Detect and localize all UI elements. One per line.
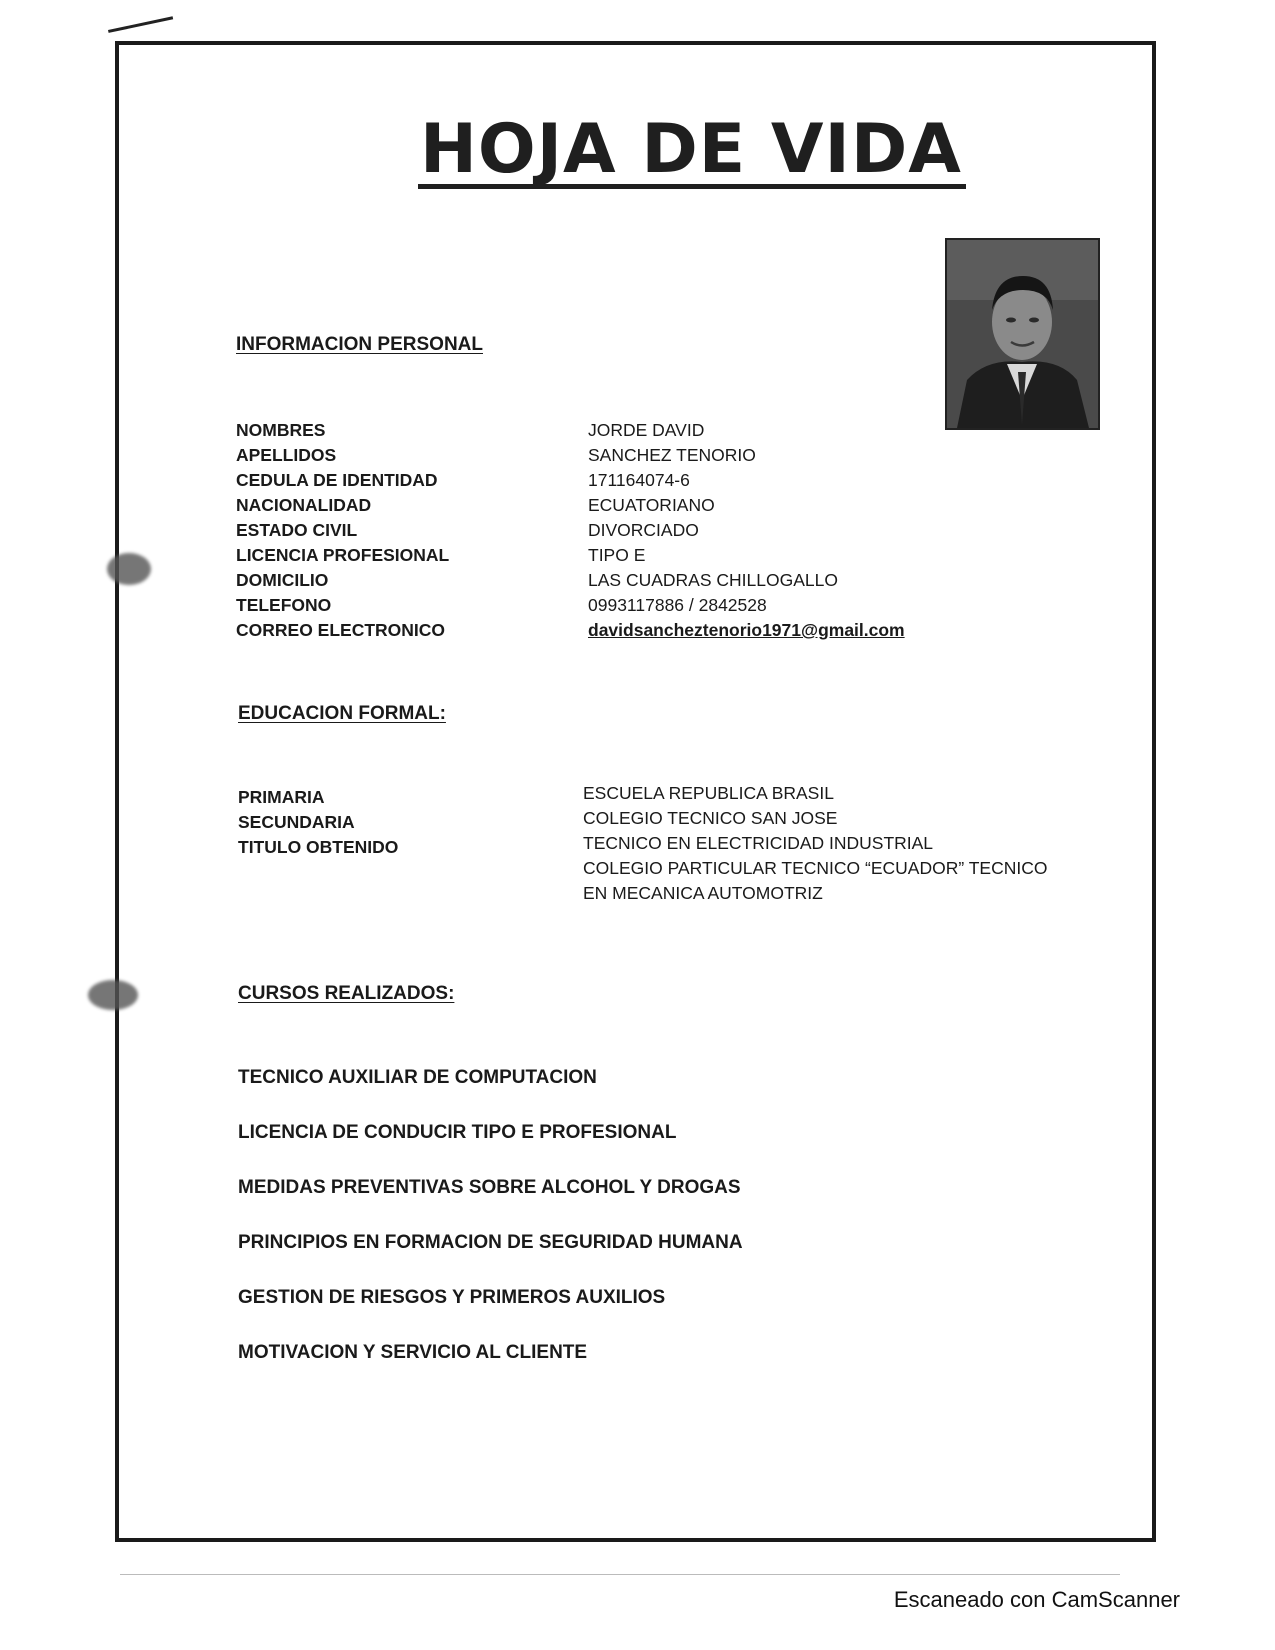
education-value: ESCUELA REPUBLICA BRASIL [583, 783, 834, 803]
info-value: 171164074-6 [588, 470, 690, 490]
course-item: LICENCIA DE CONDUCIR TIPO E PROFESIONAL [238, 1122, 677, 1143]
education-values [583, 783, 1047, 908]
education-labels [238, 787, 398, 862]
course-item: PRINCIPIOS EN FORMACION DE SEGURIDAD HUMANA [238, 1232, 743, 1253]
education-value: TECNICO EN ELECTRICIDAD INDUSTRIAL [583, 833, 934, 853]
info-value: LAS CUADRAS CHILLOGALLO [588, 570, 838, 590]
info-label: ESTADO CIVIL [236, 520, 358, 540]
info-label: NACIONALIDAD [236, 495, 372, 515]
education-label: SECUNDARIA [238, 812, 355, 832]
education-heading: EDUCACION FORMAL: [238, 703, 446, 724]
scanner-watermark: Escaneado con CamScanner [893, 1587, 1180, 1612]
info-label: CEDULA DE IDENTIDAD [236, 470, 438, 490]
courses-heading: CURSOS REALIZADOS: [238, 983, 455, 1004]
info-label: TELEFONO [236, 595, 332, 615]
education-value: EN MECANICA AUTOMOTRIZ [583, 883, 823, 903]
education-value: COLEGIO PARTICULAR TECNICO “ECUADOR” TECNICO [583, 858, 1048, 878]
email-link[interactable]: davidsancheztenorio1971@gmail.com [588, 620, 905, 640]
course-item: TECNICO AUXILIAR DE COMPUTACION [238, 1067, 597, 1088]
course-item: MEDIDAS PREVENTIVAS SOBRE ALCOHOL Y DROGAS [238, 1177, 741, 1198]
info-label: NOMBRES [236, 420, 326, 440]
info-value: JORDE DAVID [588, 420, 705, 440]
info-label: APELLIDOS [236, 445, 337, 465]
education-label: TITULO OBTENIDO [238, 837, 399, 857]
profile-photo [945, 238, 1100, 430]
personal-info-heading: INFORMACION PERSONAL [236, 334, 483, 355]
info-label: CORREO ELECTRONICO [236, 620, 446, 640]
courses-list [238, 1067, 743, 1397]
title-underline [418, 184, 966, 189]
punch-hole-mark-top [107, 553, 151, 585]
scan-edge-line [120, 1574, 1120, 1575]
document-title: HOJA DE VIDA [420, 110, 962, 189]
info-value: DIVORCIADO [588, 520, 699, 540]
course-item: MOTIVACION Y SERVICIO AL CLIENTE [238, 1342, 588, 1363]
info-label: DOMICILIO [236, 570, 329, 590]
info-value: TIPO E [588, 545, 646, 565]
punch-hole-mark-bottom [88, 980, 138, 1010]
info-value: ECUATORIANO [588, 495, 715, 515]
education-value: COLEGIO TECNICO SAN JOSE [583, 808, 838, 828]
info-value: 0993117886 / 2842528 [588, 595, 767, 615]
info-value: SANCHEZ TENORIO [588, 445, 756, 465]
info-label: LICENCIA PROFESIONAL [236, 545, 450, 565]
education-label: PRIMARIA [238, 787, 325, 807]
course-item: GESTION DE RIESGOS Y PRIMEROS AUXILIOS [238, 1287, 666, 1308]
